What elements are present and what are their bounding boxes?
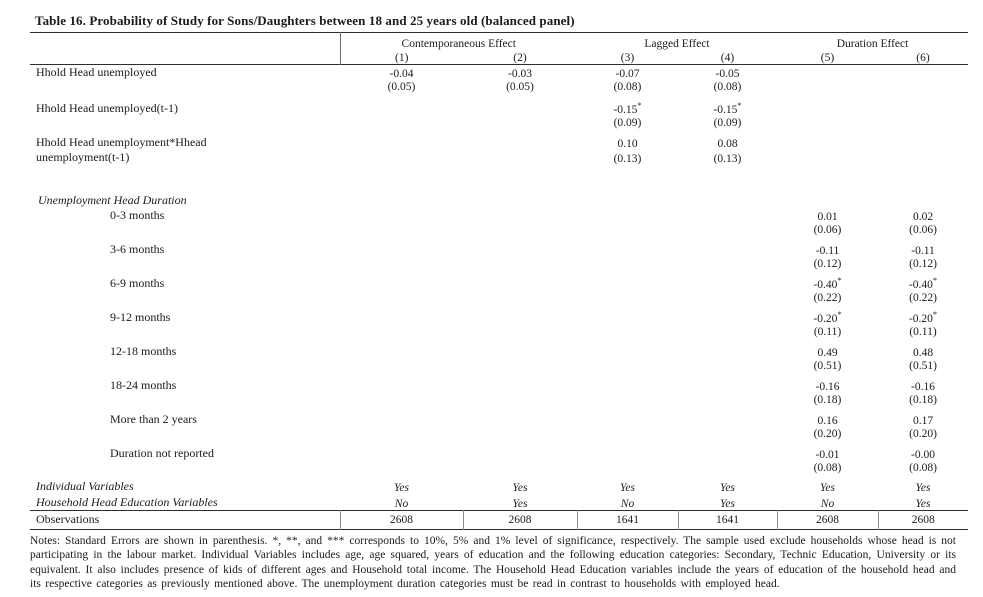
cell-summary: Yes xyxy=(915,497,931,510)
summary-row xyxy=(30,494,968,510)
cell-summary: Yes xyxy=(512,497,528,510)
coefficient-row xyxy=(30,344,968,359)
summary-label: Individual Variables xyxy=(36,479,134,493)
cell-stderr xyxy=(463,223,577,236)
cell-coefficient xyxy=(463,378,577,393)
cell-stderr: (0.05) xyxy=(506,81,534,93)
cell-summary: No xyxy=(820,497,835,510)
significance-star: * xyxy=(737,101,742,111)
cell-stderr: (0.05) xyxy=(387,81,416,93)
cell-stderr: (0.51) xyxy=(909,360,937,372)
cell-stderr: (0.13) xyxy=(713,153,742,165)
cell-coefficient xyxy=(777,65,878,81)
corner-cell xyxy=(30,33,340,50)
coefficient-row xyxy=(30,412,968,427)
row-label-second-line xyxy=(30,393,340,406)
cell-coefficient: 0.01 xyxy=(817,211,838,223)
cell-stderr: (0.12) xyxy=(813,258,842,270)
cell-stderr xyxy=(463,150,577,165)
coefficient-row xyxy=(30,208,968,223)
cell-coefficient xyxy=(577,242,678,257)
row-label: Hhold Head unemployed(t-1) xyxy=(36,101,178,115)
cell-stderr xyxy=(678,223,777,236)
row-label: 9-12 months xyxy=(110,310,171,324)
cell-stderr xyxy=(463,359,577,372)
cell-stderr: (0.08) xyxy=(613,81,642,93)
cell-coefficient xyxy=(340,208,463,223)
cell-stderr xyxy=(463,116,577,129)
cell-coefficient xyxy=(340,412,463,427)
observations-label: Observations xyxy=(36,512,100,526)
row-label-second-line xyxy=(30,291,340,304)
regression-table xyxy=(30,32,968,530)
cell-coefficient xyxy=(678,378,777,393)
cell-stderr: (0.51) xyxy=(813,360,842,372)
table-body xyxy=(30,65,968,530)
cell-coefficient xyxy=(340,242,463,257)
cell-stderr xyxy=(577,257,678,270)
column-number-header: (6) xyxy=(916,52,930,64)
cell-stderr xyxy=(340,393,463,406)
column-group-row xyxy=(30,33,968,50)
cell-stderr xyxy=(678,461,777,474)
row-label: 18-24 months xyxy=(110,378,177,392)
row-label-second-line xyxy=(30,461,340,474)
cell-summary: Yes xyxy=(620,482,635,494)
cell-stderr: (0.20) xyxy=(909,428,937,440)
spacer-row xyxy=(30,93,968,101)
cell-stderr xyxy=(463,427,577,440)
cell-coefficient xyxy=(577,446,678,461)
cell-coefficient xyxy=(340,310,463,325)
observations-row xyxy=(30,510,968,529)
cell-stderr: (0.06) xyxy=(813,224,842,236)
cell-coefficient: -0.20* xyxy=(813,310,842,325)
cell-stderr xyxy=(678,291,777,304)
cell-stderr xyxy=(678,393,777,406)
significance-star: * xyxy=(837,276,842,286)
column-number-header: (3) xyxy=(620,52,635,64)
row-label-second-line: unemployment(t-1) xyxy=(36,150,130,164)
cell-stderr: (0.13) xyxy=(613,153,642,165)
row-label: Hhold Head unemployed xyxy=(36,65,157,79)
cell-coefficient: -0.07 xyxy=(615,68,640,80)
cell-stderr: (0.08) xyxy=(909,462,937,474)
stderr-row xyxy=(30,291,968,304)
cell-coefficient: 0.17 xyxy=(912,415,934,427)
stderr-row xyxy=(30,257,968,270)
cell-coefficient xyxy=(678,446,777,461)
cell-coefficient xyxy=(577,310,678,325)
cell-observations: 1641 xyxy=(678,510,777,529)
cell-coefficient: 0.48 xyxy=(912,347,934,359)
row-label: Hhold Head unemployment*Hhead xyxy=(36,135,207,149)
cell-stderr xyxy=(577,223,678,236)
cell-observations: 2608 xyxy=(878,510,968,529)
row-label-second-line xyxy=(30,359,340,372)
cell-coefficient xyxy=(340,446,463,461)
cell-coefficient: -0.40* xyxy=(908,276,938,291)
cell-coefficient: -0.15* xyxy=(613,101,642,116)
cell-stderr: (0.18) xyxy=(909,394,937,406)
cell-coefficient xyxy=(463,276,577,291)
cell-observations: 2608 xyxy=(463,510,577,529)
cell-stderr xyxy=(577,359,678,372)
stderr-row xyxy=(30,223,968,236)
cell-coefficient xyxy=(678,276,777,291)
significance-star: * xyxy=(637,101,642,111)
cell-coefficient xyxy=(463,446,577,461)
cell-summary: Yes xyxy=(720,497,735,510)
cell-summary: No xyxy=(620,497,635,510)
cell-stderr: (0.08) xyxy=(813,462,842,474)
cell-coefficient xyxy=(340,135,463,150)
cell-stderr xyxy=(340,116,463,129)
stderr-row xyxy=(30,427,968,440)
cell-stderr: (0.12) xyxy=(909,258,937,270)
cell-stderr xyxy=(777,150,878,165)
coefficient-row xyxy=(30,310,968,325)
table-notes: Notes: Standard Errors are shown in parenthesis. *, **, and *** corresponds to 10%, 5% and 1% level of significance, respectively. The sample used exclude households whose head is not participating in the labour market. Individual Variables includes age, age squared, years of education and the following education categories: Secondary, Technic Education, University or its equivalent. It also includes presence of kids of different ages and Household total income. The Household Head Education variables include the years of education of the household head and its respective categories as previously mentioned above. The unemployment duration categories must be read in contrast to households with employed head. xyxy=(30,534,956,591)
cell-coefficient xyxy=(577,276,678,291)
cell-stderr: (0.22) xyxy=(909,292,937,304)
cell-coefficient xyxy=(577,208,678,223)
cell-stderr xyxy=(463,461,577,474)
cell-stderr xyxy=(678,427,777,440)
cell-stderr xyxy=(577,461,678,474)
stderr-row xyxy=(30,325,968,338)
row-label-second-line xyxy=(30,116,340,129)
spacer-cell xyxy=(30,93,968,101)
cell-stderr: (0.20) xyxy=(813,428,842,440)
column-group-header: Contemporaneous Effect xyxy=(340,33,577,50)
cell-stderr xyxy=(340,257,463,270)
stderr-row xyxy=(30,393,968,406)
cell-stderr xyxy=(678,325,777,338)
cell-stderr xyxy=(878,150,968,165)
cell-coefficient xyxy=(463,412,577,427)
cell-coefficient xyxy=(340,378,463,393)
stderr-row xyxy=(30,80,968,93)
cell-summary: Yes xyxy=(512,482,528,494)
cell-coefficient xyxy=(577,378,678,393)
cell-coefficient xyxy=(340,101,463,116)
cell-stderr xyxy=(577,325,678,338)
row-label-second-line xyxy=(30,427,340,440)
cell-stderr xyxy=(577,427,678,440)
cell-summary: No xyxy=(394,497,409,510)
cell-coefficient: -0.40* xyxy=(813,276,842,291)
significance-star: * xyxy=(837,310,842,320)
cell-summary: Yes xyxy=(915,482,931,494)
row-label-second-line xyxy=(30,325,340,338)
cell-coefficient: -0.15* xyxy=(713,101,742,116)
cell-summary: Yes xyxy=(720,482,735,494)
cell-coefficient: -0.01 xyxy=(815,449,840,461)
cell-stderr: (0.06) xyxy=(909,224,937,236)
cell-coefficient: 0.16 xyxy=(817,415,838,427)
row-label: 6-9 months xyxy=(110,276,165,290)
row-label: 12-18 months xyxy=(110,344,177,358)
cell-stderr xyxy=(463,291,577,304)
row-label: 0-3 months xyxy=(110,208,165,222)
column-number-row xyxy=(30,50,968,65)
column-group-header: Lagged Effect xyxy=(644,37,710,50)
stderr-row xyxy=(30,461,968,474)
cell-coefficient: -0.04 xyxy=(389,68,414,80)
cell-coefficient xyxy=(678,310,777,325)
summary-label: Household Head Education Variables xyxy=(36,494,218,509)
summary-row xyxy=(30,478,968,494)
cell-coefficient: 0.49 xyxy=(817,347,838,359)
cell-coefficient xyxy=(463,344,577,359)
cell-stderr: (0.18) xyxy=(813,394,842,406)
cell-stderr xyxy=(340,150,463,165)
cell-coefficient xyxy=(777,101,878,116)
cell-coefficient: -0.16 xyxy=(911,381,935,393)
coefficient-row xyxy=(30,65,968,81)
significance-star: * xyxy=(932,310,938,320)
column-number-header: (2) xyxy=(513,52,527,64)
table-header xyxy=(30,33,968,65)
column-number-header: (1) xyxy=(340,50,463,65)
cell-stderr xyxy=(678,257,777,270)
cell-stderr: (0.22) xyxy=(813,292,842,304)
cell-stderr xyxy=(878,80,968,93)
stderr-row xyxy=(30,359,968,372)
cell-stderr xyxy=(878,116,968,129)
cell-stderr xyxy=(577,291,678,304)
coefficient-row xyxy=(30,101,968,116)
cell-stderr xyxy=(463,257,577,270)
cell-coefficient: -0.03 xyxy=(508,68,532,80)
cell-coefficient: -0.11 xyxy=(911,245,935,257)
cell-stderr xyxy=(340,427,463,440)
cell-coefficient: 0.10 xyxy=(617,138,638,150)
cell-stderr xyxy=(678,359,777,372)
cell-coefficient: -0.00 xyxy=(911,449,935,461)
cell-stderr xyxy=(463,393,577,406)
cell-stderr: (0.11) xyxy=(909,326,937,338)
cell-coefficient: 0.02 xyxy=(912,211,934,223)
cell-coefficient xyxy=(678,208,777,223)
cell-stderr xyxy=(340,223,463,236)
cell-coefficient xyxy=(878,101,968,116)
row-label: More than 2 years xyxy=(110,412,197,426)
cell-coefficient xyxy=(463,242,577,257)
row-label-second-line xyxy=(30,223,340,236)
cell-coefficient xyxy=(878,135,968,150)
cell-coefficient xyxy=(678,242,777,257)
cell-observations: 2608 xyxy=(777,510,878,529)
row-label-second-line xyxy=(30,257,340,270)
corner-cell xyxy=(30,50,340,65)
cell-coefficient xyxy=(577,344,678,359)
cell-stderr: (0.09) xyxy=(613,117,642,129)
cell-coefficient xyxy=(463,310,577,325)
column-number-header: (4) xyxy=(720,52,735,64)
coefficient-row xyxy=(30,242,968,257)
cell-coefficient: -0.20* xyxy=(908,310,938,325)
cell-stderr xyxy=(340,291,463,304)
cell-stderr: (0.08) xyxy=(713,81,742,93)
cell-coefficient xyxy=(878,65,968,81)
coefficient-row xyxy=(30,135,968,150)
cell-coefficient xyxy=(340,344,463,359)
cell-summary: Yes xyxy=(394,482,409,494)
cell-coefficient: -0.16 xyxy=(815,381,840,393)
row-label: Duration not reported xyxy=(110,446,214,460)
cell-coefficient xyxy=(340,276,463,291)
cell-coefficient xyxy=(678,412,777,427)
cell-coefficient: -0.11 xyxy=(815,245,840,257)
cell-stderr xyxy=(340,359,463,372)
coefficient-row xyxy=(30,378,968,393)
spacer-row xyxy=(30,165,968,191)
column-number-header: (5) xyxy=(820,52,835,64)
column-group-header: Duration Effect xyxy=(836,37,909,50)
cell-summary: Yes xyxy=(820,482,835,494)
cell-stderr xyxy=(463,325,577,338)
cell-observations: 2608 xyxy=(340,510,463,529)
stderr-row xyxy=(30,150,968,165)
cell-stderr xyxy=(340,325,463,338)
cell-coefficient: 0.08 xyxy=(717,138,738,150)
cell-coefficient: -0.05 xyxy=(715,68,740,80)
cell-observations: 1641 xyxy=(577,510,678,529)
row-label: 3-6 months xyxy=(110,242,165,256)
cell-coefficient xyxy=(463,101,577,116)
section-header-row xyxy=(30,191,968,208)
cell-coefficient xyxy=(463,208,577,223)
spacer-cell xyxy=(30,165,968,191)
cell-coefficient xyxy=(678,344,777,359)
cell-stderr xyxy=(777,80,878,93)
cell-coefficient xyxy=(777,135,878,150)
cell-stderr xyxy=(577,393,678,406)
section-header-label: Unemployment Head Duration xyxy=(38,193,187,207)
row-label-second-line xyxy=(30,80,340,93)
stderr-row xyxy=(30,116,968,129)
coefficient-row xyxy=(30,276,968,291)
cell-stderr: (0.11) xyxy=(813,326,842,338)
cell-stderr xyxy=(777,116,878,129)
cell-stderr: (0.09) xyxy=(713,117,742,129)
cell-coefficient xyxy=(463,135,577,150)
coefficient-row xyxy=(30,446,968,461)
table-title: Table 16. Probability of Study for Sons/Daughters between 18 and 25 years old (balanced panel) xyxy=(35,13,575,28)
cell-coefficient xyxy=(577,412,678,427)
cell-stderr xyxy=(340,461,463,474)
significance-star: * xyxy=(932,276,938,286)
